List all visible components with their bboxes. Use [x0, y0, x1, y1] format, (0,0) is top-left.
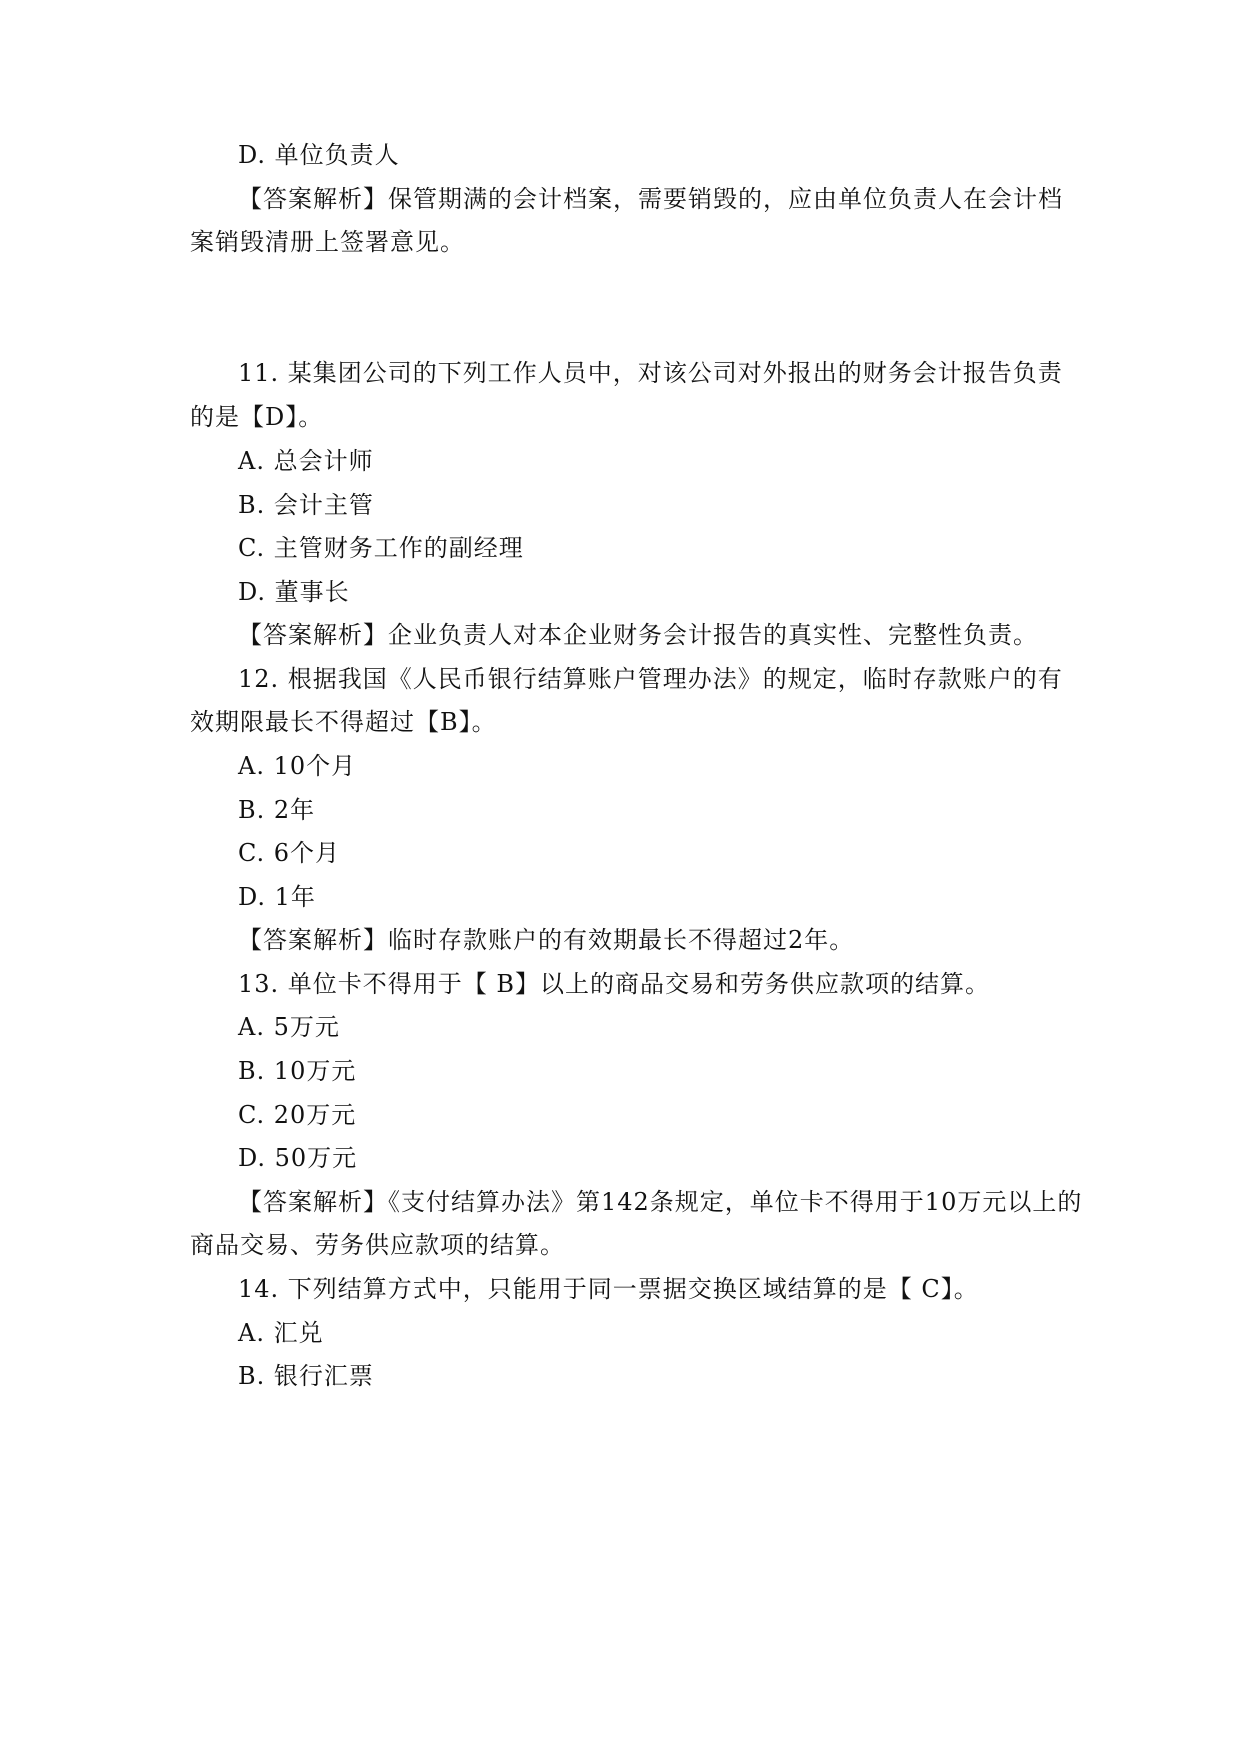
- prev-analysis-line2: 案销毁清册上签署意见。: [190, 228, 465, 256]
- q12-option-c: C. 6个月: [238, 839, 341, 867]
- q11-analysis: 【答案解析】企业负责人对本企业财务会计报告的真实性、完整性负责。: [238, 621, 1038, 649]
- prev-analysis-line1: 【答案解析】保管期满的会计档案，需要销毁的，应由单位负责人在会计档: [238, 185, 1063, 213]
- q11-option-c: C. 主管财务工作的副经理: [238, 534, 524, 562]
- q12-stem-line1: 12. 根据我国《人民币银行结算账户管理办法》的规定，临时存款账户的有: [238, 665, 1063, 693]
- q12-option-b: B. 2年: [238, 796, 316, 824]
- q13-stem: 13. 单位卡不得用于【 B】以上的商品交易和劳务供应款项的结算。: [238, 970, 991, 998]
- q13-option-c: C. 20万元: [238, 1101, 357, 1129]
- q12-stem-line2: 效期限最长不得超过【B】。: [190, 708, 497, 736]
- q12-analysis: 【答案解析】临时存款账户的有效期最长不得超过2年。: [238, 926, 855, 954]
- q14-option-b: B. 银行汇票: [238, 1362, 374, 1390]
- q14-option-a: A. 汇兑: [238, 1319, 324, 1347]
- q11-stem-line1: 11. 某集团公司的下列工作人员中，对该公司对外报出的财务会计报告负责: [238, 359, 1063, 387]
- prev-option-d: D. 单位负责人: [238, 141, 400, 169]
- q13-option-a: A. 5万元: [238, 1013, 340, 1041]
- q13-option-d: D. 50万元: [238, 1144, 358, 1172]
- q13-option-b: B. 10万元: [238, 1057, 357, 1085]
- q14-stem: 14. 下列结算方式中，只能用于同一票据交换区域结算的是【 C】。: [238, 1275, 979, 1303]
- q11-option-b: B. 会计主管: [238, 491, 374, 519]
- q12-option-a: A. 10个月: [238, 752, 357, 780]
- q11-option-a: A. 总会计师: [238, 447, 374, 475]
- q11-stem-line2: 的是【D】。: [190, 403, 324, 431]
- q12-option-d: D. 1年: [238, 883, 316, 911]
- q13-analysis-line2: 商品交易、劳务供应款项的结算。: [190, 1231, 565, 1259]
- q13-analysis-line1: 【答案解析】《支付结算办法》第142条规定，单位卡不得用于10万元以上的: [238, 1188, 1083, 1216]
- q11-option-d: D. 董事长: [238, 578, 350, 606]
